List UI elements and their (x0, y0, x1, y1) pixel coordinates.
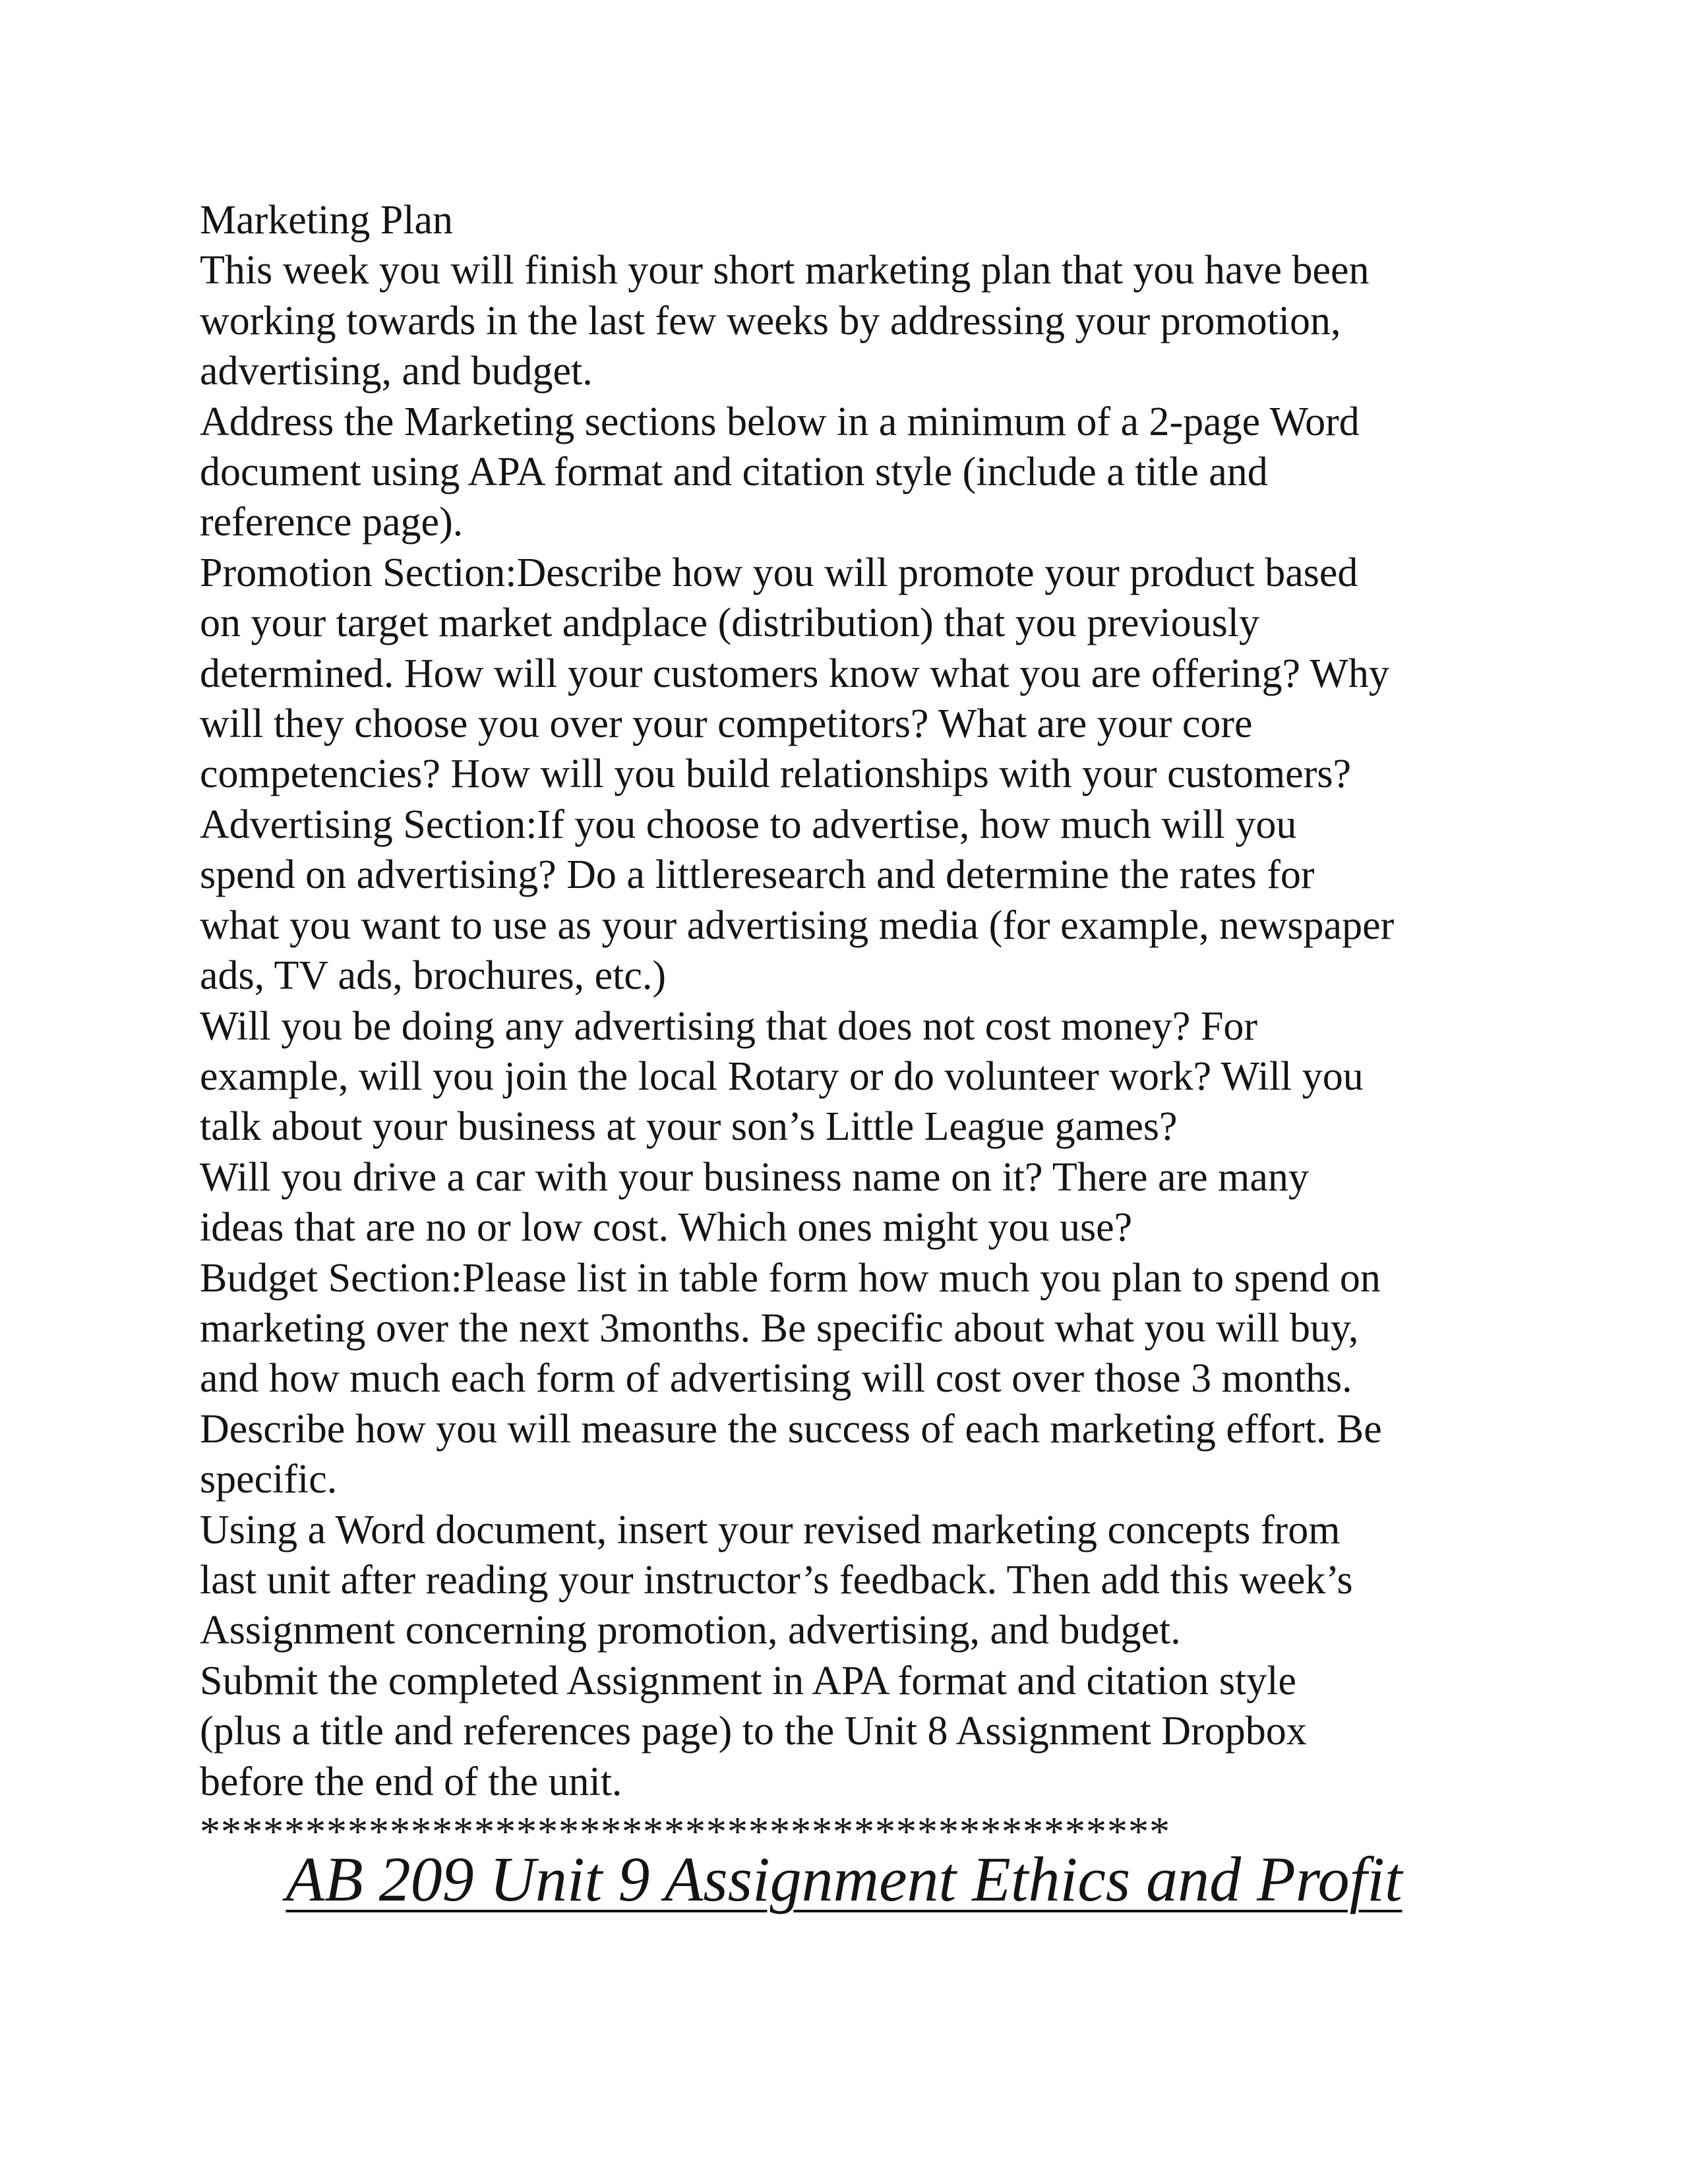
text-line: Using a Word document, insert your revised marketing concepts from (200, 1507, 1341, 1552)
text-line: marketing over the next 3months. Be specific about what you will buy, (200, 1305, 1359, 1351)
section-heading: AB 209 Unit 9 Assignment Ethics and Profit (286, 1844, 1402, 1914)
text-line: Budget Section:Please list in table form how much you plan to spend on (200, 1255, 1381, 1301)
text-line: This week you will finish your short marketing plan that you have been (200, 248, 1370, 293)
text-line: Describe how you will measure the success of each marketing effort. Be (200, 1406, 1382, 1452)
asterisk-separator: ********************************************** (200, 1810, 1170, 1854)
text-line: and how much each form of advertising will cost over those 3 months. (200, 1356, 1352, 1402)
text-line: what you want to use as your advertising media (for example, newspaper (200, 902, 1395, 948)
text-line: (plus a title and references page) to the Unit 8 Assignment Dropbox (200, 1709, 1307, 1754)
text-line: specific. (200, 1457, 338, 1502)
text-line: spend on advertising? Do a littleresearch and determine the rates for (200, 852, 1315, 898)
text-line: Will you drive a car with your business name on it? There are many (200, 1154, 1309, 1200)
text-line: ads, TV ads, brochures, etc.) (200, 953, 667, 999)
text-line: last unit after reading your instructor’s feedback. Then add this week’s (200, 1557, 1353, 1603)
text-line: talk about your business at your son’s Little League games? (200, 1104, 1178, 1150)
text-line: Promotion Section:Describe how you will promote your product based (200, 550, 1358, 595)
text-line: Submit the completed Assignment in APA format and citation style (200, 1658, 1296, 1703)
text-line: on your target market andplace (distribution) that you previously (200, 601, 1260, 646)
text-line: ideas that are no or low cost. Which ones might you use? (200, 1205, 1133, 1251)
text-line: reference page). (200, 500, 464, 545)
text-line: Address the Marketing sections below in a minimum of a 2-page Word (200, 399, 1360, 444)
document-body (200, 195, 1545, 1857)
text-line: advertising, and budget. (200, 349, 593, 394)
text-line: will they choose you over your competitors? What are your core (200, 701, 1253, 747)
text-line: before the end of the unit. (200, 1759, 622, 1804)
text-line: working towards in the last few weeks by addressing your promotion, (200, 298, 1341, 343)
text-line: competencies? How will you build relationships with your customers? (200, 752, 1351, 797)
text-line: example, will you join the local Rotary or do volunteer work? Will you (200, 1053, 1364, 1099)
text-line: determined. How will your customers know what you are offering? Why (200, 651, 1389, 696)
document-title-line: Marketing Plan (200, 198, 453, 243)
text-line: Advertising Section:If you choose to advertise, how much will you (200, 802, 1297, 847)
text-line: Assignment concerning promotion, advertising, and budget. (200, 1608, 1181, 1653)
text-line: Will you be doing any advertising that does not cost money? For (200, 1003, 1258, 1049)
text-line: document using APA format and citation style (include a title and (200, 450, 1268, 495)
